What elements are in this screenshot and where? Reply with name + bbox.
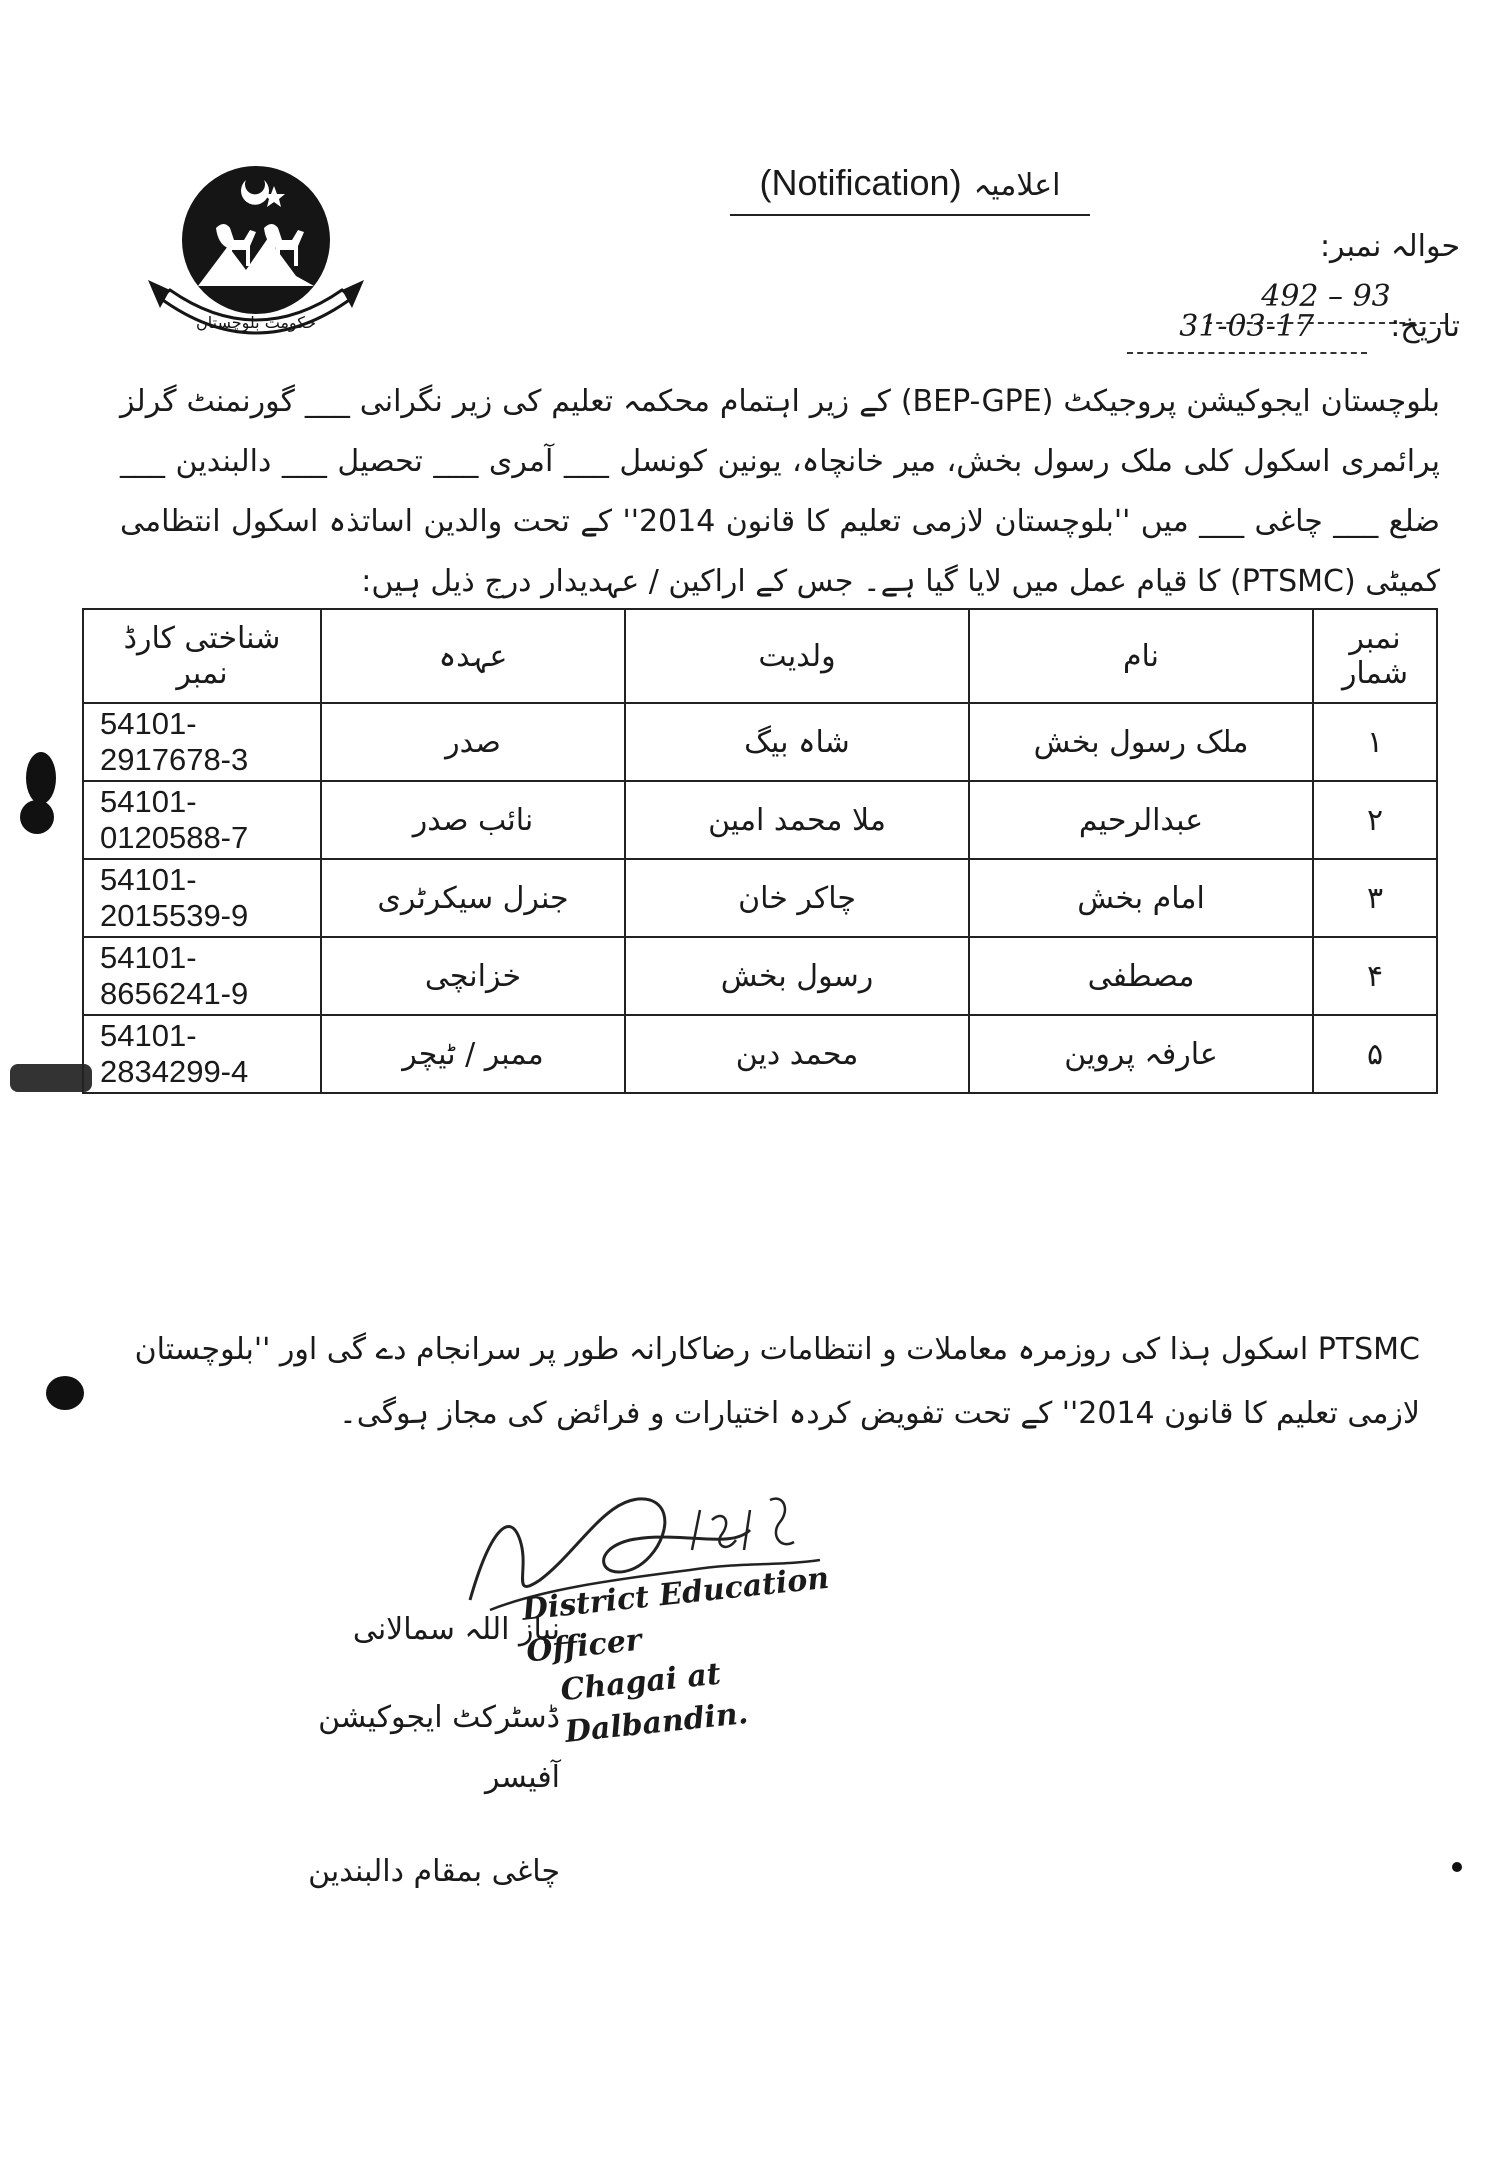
- date-row: [1110, 302, 1460, 352]
- cell-serial: ۱: [1313, 703, 1437, 781]
- cell-designation: نائب صدر: [321, 781, 625, 859]
- table-row: [83, 859, 1437, 937]
- cell-cnic: 54101-8656241-9: [83, 937, 321, 1015]
- cell-father-name: چاکر خان: [625, 859, 969, 937]
- officer-location: چاغی بمقام دالبندین: [308, 1854, 560, 1889]
- punch-hole-bottom: [20, 800, 54, 834]
- heading-english: (Notification): [759, 162, 962, 203]
- cell-serial: ۳: [1313, 859, 1437, 937]
- officer-details: [260, 1600, 560, 1902]
- notification-heading: [730, 150, 1090, 216]
- cell-serial: ۲: [1313, 781, 1437, 859]
- reference-number-row: [1080, 222, 1460, 314]
- officer-name: نیاز اللہ سمالانی: [352, 1612, 560, 1647]
- cell-name: عبدالرحیم: [969, 781, 1313, 859]
- header-name: نام: [969, 609, 1313, 703]
- reference-label: حوالہ نمبر:: [1319, 229, 1460, 264]
- reference-value: 492 – 93: [1206, 272, 1446, 324]
- cell-name: مصطفی: [969, 937, 1313, 1015]
- table-row: [83, 703, 1437, 781]
- scan-smudge: [10, 1064, 92, 1092]
- table-row: [83, 781, 1437, 859]
- stamp-line-location: Chagai at Dalbandin.: [558, 1656, 750, 1750]
- stamp-line-designation: District Education Officer: [520, 1560, 831, 1670]
- cell-name: امام بخش: [969, 859, 1313, 937]
- officer-designation: ڈسٹرکٹ ایجوکیشن آفیسر: [318, 1700, 560, 1795]
- cell-father-name: شاہ بیگ: [625, 703, 969, 781]
- emblem-ribbon-text: حکومت بلوچستان: [196, 313, 316, 332]
- cell-cnic: 54101-0120588-7: [83, 781, 321, 859]
- table-row: [83, 937, 1437, 1015]
- cell-designation: ممبر / ٹیچر: [321, 1015, 625, 1093]
- table-row: [83, 1015, 1437, 1093]
- header-designation: عہدہ: [321, 609, 625, 703]
- cell-cnic: 54101-2917678-3: [83, 703, 321, 781]
- body-paragraph: بلوچستان ایجوکیشن پروجیکٹ (BEP-GPE) کے زیر اہتمام محکمہ تعلیم کی زیر نگرانی ___ گورنمنٹ گرلز پرائمری اسکول کلی ملک رسول بخش، میر خانچاہ، یونین کونسل ___ آمری ___ تحصیل ___ دالبندین ___ ضلع ___ چاغی ___ میں ''بلوچستان لازمی تعلیم کا قانون 2014'' کے تحت والدین اساتذہ اسکول انتظامی کمیٹی (PTSMC) کا قیام عمل میں لایا گیا ہے۔ جس کے اراکین / عہدیدار درج ذیل ہیں:: [120, 384, 1440, 599]
- cell-father-name: رسول بخش: [625, 937, 969, 1015]
- cell-name: عارفہ پروین: [969, 1015, 1313, 1093]
- committee-members-table: [82, 608, 1438, 1094]
- cell-name: ملک رسول بخش: [969, 703, 1313, 781]
- cell-designation: خزانچی: [321, 937, 625, 1015]
- cell-father-name: محمد دین: [625, 1015, 969, 1093]
- cell-serial: ۵: [1313, 1015, 1437, 1093]
- cell-designation: جنرل سیکرٹری: [321, 859, 625, 937]
- date-label: تاریخ:: [1390, 309, 1460, 344]
- cell-designation: صدر: [321, 703, 625, 781]
- ink-blot: [46, 1376, 84, 1410]
- cell-serial: ۴: [1313, 937, 1437, 1015]
- header-cnic: شناختی کارڈ نمبر: [83, 609, 321, 703]
- ink-dot: [1452, 1862, 1462, 1872]
- cell-cnic: 54101-2015539-9: [83, 859, 321, 937]
- header-serial: نمبر شمار: [1313, 609, 1437, 703]
- cell-father-name: ملا محمد امین: [625, 781, 969, 859]
- punch-hole-top: [26, 752, 56, 804]
- table-header-row: [83, 609, 1437, 703]
- date-value: 31-03-17: [1127, 302, 1367, 354]
- closing-paragraph: PTSMC اسکول ہذا کی روزمرہ معاملات و انتظامات رضاکارانہ طور پر سرانجام دے گی اور ''بلوچستان لازمی تعلیم کا قانون 2014'' کے تحت تفویض کردہ اختیارات و فرائض کی مجاز ہوگی۔: [134, 1332, 1420, 1431]
- officer-stamp: [520, 1553, 886, 1757]
- government-emblem-logo: [146, 158, 366, 358]
- heading-urdu: اعلامیہ: [973, 168, 1061, 203]
- cell-cnic: 54101-2834299-4: [83, 1015, 321, 1093]
- header-father-name: ولدیت: [625, 609, 969, 703]
